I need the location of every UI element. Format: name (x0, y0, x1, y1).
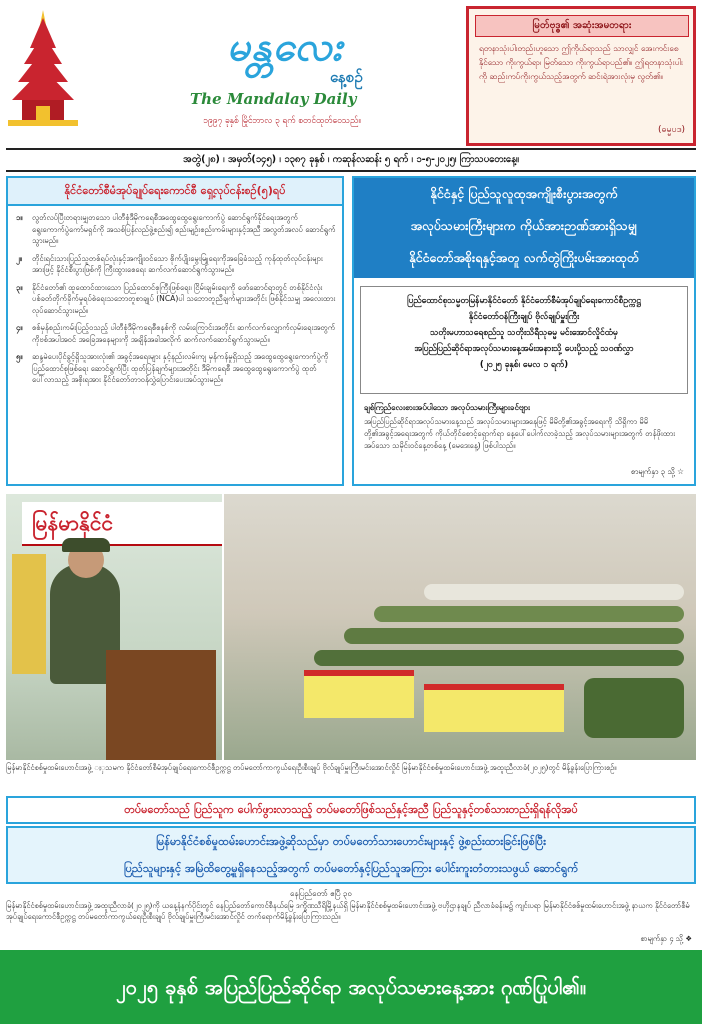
list-item (16, 351, 336, 386)
newspaper-title-english: The Mandalay Daily (190, 90, 357, 108)
item-text: စစ်မှန်စည်းကမ်းပြည့်ဝသည့် ပါတီစုံဒီမိုကရေစီစနစ်ကို လမ်းကြောင်းအတိုင်း ဆက်လက်လျှောက်လှမ်းရေးအတွက် ကိုဗစ်အပါအဝင် အခြေအနေများကို အချိန်အခါအလိုက် ဆက်လက်ဆောင်ရွက်သွားမည်။ (32, 323, 336, 344)
labour-day-message-box (352, 176, 696, 486)
story-dateline: နေပြည်တော် ဧပြီ ၃၀ (290, 889, 353, 898)
subheadline-line: ပြည်သူများနှင့် အမြဲထိတွေ့မှုရှိနေသည့်အတွက် တပ်မတော်နှင့်ပြည်သူအကြား ပေါင်းကူးတံတားသဖွယ် ဆောင်ရွက် (123, 862, 579, 875)
list-item (16, 322, 336, 345)
item-text: တိုင်းရင်းသားပြည်သူတစ်ရပ်လုံးနှင့်အကျိုးဝင်သော စိုက်ပျိုးမွေးမြူရေးကိုအခြေခံသည့် ကုန်ထုတ်လုပ်ငန်းများအားဖြင့် နိုင်ငံစီးပွားဖြစ်ကို ကြီးထွားစေရေး ဆက်လက်ဆောင်ရွက်သွားမည်။ (32, 253, 323, 274)
audience-row (314, 650, 684, 666)
headline-line: နိုင်ငံတော်အစိုးရနှင့်အတူ လက်တွဲကြိုးပမ်းအားထုတ် (409, 250, 639, 265)
established-line: ၁၉၉၇ ခုနှစ် မြိုင်ဘာလ ၃ ရက် စတင်ထုတ်ဝေသည်။ (203, 116, 361, 126)
list-item (16, 282, 336, 317)
continued-link[interactable]: စာမျက်နှာ ၄ သို့ ❖ (640, 934, 692, 943)
main-subheadline (6, 826, 696, 884)
motto-title: မြတ်ဗုဒ္ဓ၏ အဆုံးအမတရား (475, 15, 689, 37)
list-item (16, 212, 336, 247)
front-table (424, 684, 564, 732)
audience-row (374, 606, 684, 622)
main-headline: တပ်မတော်သည် ပြည်သူက ပေါက်ဖွားလာသည့် တပ်မတော်ဖြစ်သည်နှင့်အညီ ပြည်သူနှင့်တစ်သားတည်းရှိရန်လိုအပ် (6, 796, 696, 824)
newspaper-title: မန္တလေး (227, 23, 343, 70)
five-future-programmes-box (6, 176, 344, 486)
photo-caption: မြန်မာနိုင်ငံစစ်မှုထမ်းဟောင်းအဖွဲ့ ႏှသမက နိုင်ငံတော်စီမံအုပ်ချုပ်ရေးကောင်စီဥက္ကဋ္ဌ တပ်မတော်ကာကွယ်ရေးဦးစီးချုပ် ဗိုလ်ချုပ်မှူးကြီးမင်းအောင်လှိုင် မြန်မာနိုင်ငံစစ်မှုထမ်းဟောင်းအဖွဲ့ အထူးညီလာခံ(၂၀၂၅)တွင် မိန့်ခွန်းပြောကြားစဉ်။ (6, 763, 617, 772)
labour-day-banner: ၂၀၂၅ ခုနှစ် အပြည်ပြည်ဆိုင်ရာ အလုပ်သမားနေ့အား ဂုဏ်ပြုပါ၏။ (0, 950, 702, 1024)
item-number: ၃။ (16, 282, 23, 292)
item-number: ၂။ (16, 253, 23, 263)
item-text: လွတ်လပ်ပြီးတရားမျှတသော ပါတီစုံဒီမိုကရေစီအထွေထွေရွေးကောက်ပွဲ ဆောင်ရွက်နိုင်ရေးအတွက် ရွေးကောက်ပွဲကော်မရှင်ကို အသစ်ပြန်လည်ဖွဲ့စည်း၍ စည်းမျဉ်းစည်းကမ်းများနှင့်အညီ အလွတ်အလပ် ဆောင်ရွက်သွားမည်။ (32, 213, 336, 245)
stage-banner: မြန်မာနိုင်ငံ (22, 502, 222, 546)
motto-body: ရတနာသုံးပါးတည်းဟူသော ဤကိုယ်ရာသည် သာလျှင် အေးကင်းစေနိုင်သော ကိုးကွယ်ရာ၊ မြတ်သော ကိုးကွယ်ရာပည်၏။ ဤရတနာသုံးပါးကို ဆည်းကပ်ကိုးကွယ်သည့်အတွက် ဆင်းရဲအားလုံးမှ လွတ်၏။ (479, 43, 683, 81)
audience-row (344, 628, 684, 644)
audience-photo (224, 494, 696, 760)
story-body: မြန်မာနိုင်ငံစစ်မှုထမ်းဟောင်းအဖွဲ့ အထူးညီလာခံ(၂၀၂၅)ကို ယနေ့နံနက်ပိုင်းတွင် နေပြည်တော်ကောင်စီနယ်မြေ ဒက္ခိဏသီရိမြို့နယ်ရှိ မြန်မာနိုင်ငံစစ်မှုထမ်းဟောင်းအဖွဲ့ ဗဟိုဌာနချုပ် ညီလာခံခန်းမ၌ ကျင်းပရာ မြန်မာနိုင်ငံစစ်မှုထမ်းဟောင်းအဖွဲ့ နာယက နိုင်ငံတော်စီမံအုပ်ချုပ်ရေးကောင်စီဥက္ကဋ္ဌ တပ်မတော်ကာကွယ်ရေးဦးစီးချုပ် ဗိုလ်ချုပ်မှူးကြီးမင်းအောင်လှိုင် တက်ရောက်မိန့်ခွန်းပြောကြားသည်။ (6, 901, 690, 921)
audience-row-white (424, 584, 684, 600)
message-attribution-box (360, 286, 688, 394)
message-body: အပြည်ပြည်ဆိုင်ရာအလုပ်သမားနေ့သည် အလုပ်သမားများအနေဖြင့် မိမိတို့၏အခွင့်အရေးကို သိရှိကာ မိမိတို့၏အခွင့်အရေးအတွက် ကိုယ်တိုင်စောင့်ရှောက်ရာ နေ့ပေါ်ပေါက်လာခဲ့သည့် အလုပ်သမားများအတွက် တန်ဖိုးထားအပ်သော သမိုင်းဝင်နေ့တစ်နေ့ (မေဒေးနေ့) ဖြစ်ပါသည်။ (364, 417, 676, 450)
newspaper-subtitle: နေ့စဉ် (330, 68, 363, 86)
programmes-list (16, 212, 336, 392)
message-salutation: ချစ်ကြည်လေးစားအပ်ပါသော အလုပ်သမားကြီးများခင်ဗျား (364, 403, 531, 412)
issue-info-bar: အတွဲ(၂၈) ၊ အမှတ်(၁၄၅) ၊ ၁၃၈၇ ခုနှစ် ၊ ကဆုန်လဆန်း ၅ ရက် ၊ ၁-၅-၂၀၂၅၊ ကြာသပတေးနေ့။ (6, 148, 696, 172)
masthead (0, 0, 460, 145)
item-number: ၅။ (16, 352, 23, 361)
attribution-line: သတိုးမဟာသရေစည်သူ သတိုးသိရီသုဓမ္မ မင်းအောင်လှိုင်ထံမှ (430, 328, 618, 338)
item-text: နိုင်ငံတော်၏ ထူထောင်ထားသော ပြည်ထောင်စုကြီးဖြစ်ရေး၊ ငြိမ်းချမ်းရေးကို ဖော်ဆောင်ရာတွင် တစ်နိုင်ငံလုံးပစ်ခတ်တိုက်ခိုက်မှုရပ်စဲရေးသဘောတူစာချုပ် (NCA)ပါ သဘောတူညီချက်များအတိုင်း ဖြစ်နိုင်သမျှ အလေးထားလုပ်ဆောင်သွားမည်။ (32, 282, 336, 315)
item-number: ၄။ (16, 323, 23, 332)
labour-day-headline (354, 178, 694, 278)
item-number: ၁။ (16, 213, 23, 222)
seated-officers (584, 678, 684, 738)
subheadline-line: မြန်မာနိုင်ငံစစ်မှုထမ်းဟောင်းအဖွဲ့ဆိုသည်မှာ တပ်မတော်သားဟောင်းများနှင့် ဖွဲ့စည်းထားခြင်းဖြစ်ပြီး (155, 835, 547, 848)
front-table (304, 670, 414, 718)
podium (106, 650, 216, 760)
motto-reference: (ဓမ္မပဒ) (657, 125, 685, 135)
dhamma-motto-box (466, 6, 696, 146)
continued-link[interactable]: စာမျက်နှာ ၃ သို့ ☆ (630, 467, 684, 476)
attribution-line: အပြည်ပြည်ဆိုင်ရာအလုပ်သမားနေ့အမ်းအနားသို့ ပေးပို့သည့် သဝဏ်လွှာ (414, 344, 634, 354)
programmes-heading: နိုင်ငံတော်စီမံအုပ်ချုပ်ရေးကောင်စီ ရှေ့လုပ်ငန်းစဉ်(၅)ရပ် (8, 178, 342, 206)
mandalay-palace-logo (8, 8, 78, 126)
list-item (16, 253, 336, 276)
headline-line: အလုပ်သမားကြီးများက ကိုယ်အားဉာဏ်အားရှိသမျှ (410, 218, 638, 233)
speaker-photo (6, 494, 222, 760)
item-text: ဆန္ဒမဲပေးပိုင်ခွင့်ရှိသူအားလုံး၏ အခွင့်အရေးများ နှင့်နည်းလမ်းကျ မှန်ကန်မှုရှိသည့် အထွေထွေရွေးကောက်ပွဲကို ပြည်ထောင်စုဖြစ်ရေး ဆောင်ရွက်ပြီး ထုတ်ပြန်ချက်များအတိုင်း ဒီမိုကရေစီ အထွေထွေရွေးကောက်ပွဲ ထုတ်ပေါ်လာသည့် အစိုးရအား နိုင်ငံတော်တာဝန်လွှဲပြောင်းပေးအပ်သွားမည်။ (32, 352, 329, 384)
attribution-line: ပြည်ထောင်စုသမ္မတမြန်မာနိုင်ငံတော် နိုင်ငံတော်စီမံအုပ်ချုပ်ရေးကောင်စီဥက္ကဋ္ဌ (407, 296, 641, 306)
attribution-date: (၂၀၂၅ ခုနှစ်၊ မေလ ၁ ရက်) (479, 360, 569, 370)
flag (12, 554, 46, 674)
headline-line: နိုင်ငံနှင့် ပြည်သူလူထုအကျိုးစီးပွားအတွက် (430, 186, 618, 201)
attribution-line: နိုင်ငံတော်ဝန်ကြီးချုပ် ဗိုလ်ချုပ်မှူးကြီး (468, 312, 580, 322)
speaker-cap (62, 538, 110, 552)
